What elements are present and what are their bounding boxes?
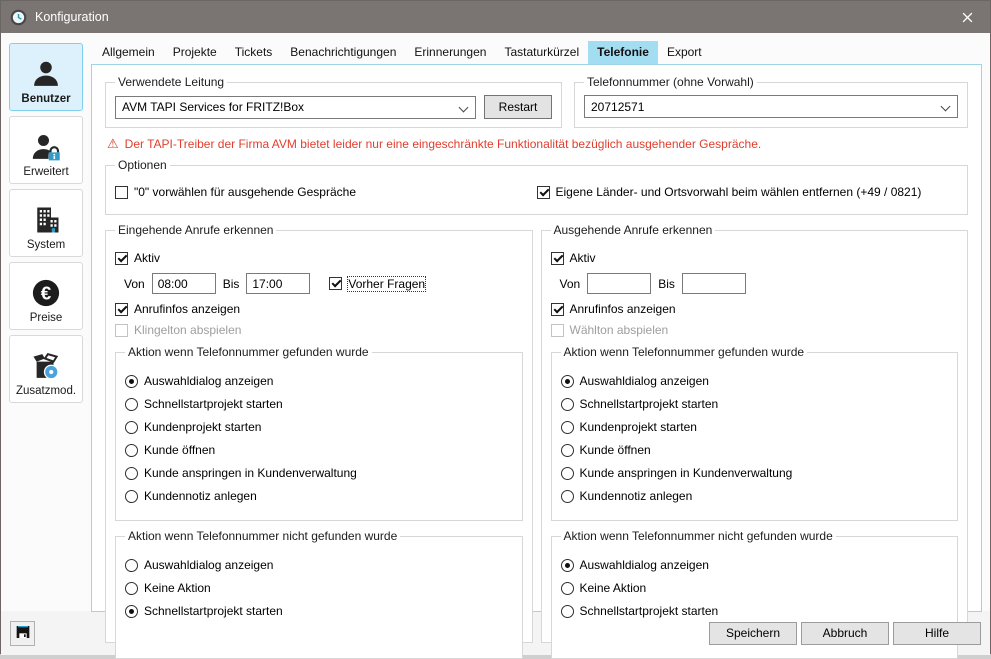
radio-selected[interactable] — [561, 559, 574, 572]
abbruch-button[interactable]: Abbruch — [801, 622, 889, 645]
telefonie-panel — [91, 64, 982, 618]
radio-option: Kunde öffnen — [561, 443, 949, 457]
telefonnummer-combobox[interactable] — [584, 95, 958, 118]
tab-strip — [91, 41, 982, 64]
incoming-vorher-fragen: Vorher Fragen — [329, 277, 425, 291]
radio-option: Auswahldialog anzeigen — [561, 374, 949, 388]
sidebar-item-label: Zusatzmod. — [15, 385, 77, 397]
bis-label: Bis — [222, 276, 240, 291]
radio-option: Schnellstartprojekt starten — [125, 604, 513, 618]
radio-unselected[interactable] — [561, 444, 574, 457]
hilfe-button[interactable]: Hilfe — [893, 622, 981, 645]
radio-option: Kundennotiz anlegen — [125, 489, 513, 503]
checkbox-checked[interactable] — [115, 252, 128, 265]
radio-option: Schnellstartprojekt starten — [125, 397, 513, 411]
telefonnummer-combobox-value: 20712571 — [591, 99, 645, 114]
addon-box-icon — [31, 351, 61, 381]
checkbox-checked[interactable] — [115, 303, 128, 316]
sidebar-item-label: Benutzer — [21, 93, 71, 105]
incoming-anrufinfos: Anrufinfos anzeigen — [115, 302, 523, 316]
group-ausgehende-anrufe — [541, 223, 969, 643]
group-title: Optionen — [118, 158, 167, 172]
incoming-klingelton: Klingelton abspielen — [115, 323, 523, 337]
radio-unselected[interactable] — [561, 398, 574, 411]
group-optionen — [105, 158, 968, 215]
incoming-von-input[interactable] — [152, 273, 216, 294]
bis-label: Bis — [658, 276, 675, 291]
radio-unselected[interactable] — [561, 490, 574, 503]
sidebar-item-label: Preise — [29, 312, 63, 324]
radio-unselected[interactable] — [561, 467, 574, 480]
sidebar-item-erweitert[interactable] — [9, 116, 83, 184]
incoming-timerange — [124, 273, 523, 294]
radio-option: Auswahldialog anzeigen — [561, 558, 949, 572]
tab-tickets[interactable]: Tickets — [234, 45, 273, 59]
outgoing-aktiv: Aktiv — [551, 251, 959, 265]
group-incoming-notfound — [115, 529, 523, 659]
von-label: Von — [124, 276, 145, 291]
chevron-down-icon — [459, 102, 469, 112]
svg-text:€: € — [40, 282, 52, 304]
group-title: Aktion wenn Telefonnummer gefunden wurde — [128, 345, 369, 359]
von-label: Von — [559, 276, 581, 291]
group-title: Eingehende Anrufe erkennen — [118, 223, 274, 237]
radio-option: Kundenprojekt starten — [561, 420, 949, 434]
sidebar-item-label: Erweitert — [23, 166, 69, 178]
radio-option: Kunde anspringen in Kundenverwaltung — [561, 466, 949, 480]
checkbox-disabled — [115, 324, 128, 337]
tab-allgemein[interactable]: Allgemein — [102, 45, 155, 59]
radio-option: Auswahldialog anzeigen — [125, 558, 513, 572]
checkbox-disabled — [551, 324, 564, 337]
group-title: Verwendete Leitung — [118, 75, 225, 89]
checkbox-checked[interactable] — [329, 277, 342, 290]
option-vorwahl-entfernen: Eigene Länder- und Ortsvorwahl beim wählen entfernen (+49 / 0821) — [537, 185, 959, 199]
group-incoming-found — [115, 345, 523, 521]
radio-option: Keine Aktion — [561, 581, 949, 595]
group-title: Aktion wenn Telefonnummer gefunden wurde — [563, 345, 805, 359]
outgoing-von-input[interactable] — [587, 273, 651, 294]
radio-option: Schnellstartprojekt starten — [561, 397, 949, 411]
radio-unselected[interactable] — [561, 605, 574, 618]
dialog-body — [1, 33, 990, 618]
leitung-combobox-value: AVM TAPI Services for FRITZ!Box — [122, 100, 305, 114]
floppy-disk-icon — [15, 624, 31, 643]
radio-unselected[interactable] — [125, 582, 138, 595]
sidebar-item-system[interactable] — [9, 189, 83, 257]
radio-option: Keine Aktion — [125, 581, 513, 595]
warning-triangle-icon: ⚠ — [107, 136, 119, 151]
outgoing-anrufinfos: Anrufinfos anzeigen — [551, 302, 959, 316]
tab-export[interactable]: Export — [666, 45, 702, 59]
radio-option: Kundennotiz anlegen — [561, 489, 949, 503]
speichern-button[interactable]: Speichern — [709, 622, 797, 645]
tab-tastaturkuerzel[interactable]: Tastaturkürzel — [504, 45, 580, 59]
tab-benachrichtigungen[interactable]: Benachrichtigungen — [290, 45, 397, 59]
radio-selected[interactable] — [125, 375, 138, 388]
chevron-down-icon — [941, 102, 951, 112]
outgoing-timerange — [560, 273, 959, 294]
window-title: Konfiguration — [35, 10, 109, 24]
close-icon[interactable] — [945, 1, 990, 33]
outgoing-waehlton: Wählton abspielen — [551, 323, 959, 337]
radio-unselected[interactable] — [125, 421, 138, 434]
sidebar-item-benutzer[interactable] — [9, 43, 83, 111]
radio-option: Auswahldialog anzeigen — [125, 374, 513, 388]
group-eingehende-anrufe — [105, 223, 533, 643]
tab-telefonie[interactable]: Telefonie — [588, 41, 658, 64]
tapi-warning — [107, 136, 966, 152]
warning-text: Der TAPI-Treiber der Firma AVM bietet leider nur eine eingeschränkte Funktionalität bezüglich ausgehender Gespräche. — [124, 137, 762, 151]
group-verwendete-leitung — [105, 75, 562, 128]
radio-unselected[interactable] — [125, 559, 138, 572]
radio-option: Kunde anspringen in Kundenverwaltung — [125, 466, 513, 480]
checkbox-checked[interactable] — [537, 186, 550, 199]
radio-unselected[interactable] — [125, 398, 138, 411]
save-icon-button[interactable] — [10, 621, 35, 646]
radio-option: Kunde öffnen — [125, 443, 513, 457]
group-title: Aktion wenn Telefonnummer nicht gefunden wurde — [563, 529, 833, 543]
radio-unselected[interactable] — [125, 444, 138, 457]
restart-button[interactable]: Restart — [484, 95, 552, 119]
radio-selected[interactable] — [125, 605, 138, 618]
checkbox-checked[interactable] — [551, 303, 564, 316]
group-title: Aktion wenn Telefonnummer nicht gefunden wurde — [128, 529, 398, 543]
radio-selected[interactable] — [561, 375, 574, 388]
radio-unselected[interactable] — [125, 490, 138, 503]
titlebar — [1, 1, 990, 33]
radio-option: Kundenprojekt starten — [125, 420, 513, 434]
sidebar-item-zusatzmod[interactable] — [9, 335, 83, 403]
leitung-combobox[interactable] — [115, 96, 476, 119]
sidebar-item-label: System — [26, 239, 66, 251]
app-clock-icon — [10, 9, 27, 26]
user-icon — [31, 59, 61, 89]
checkbox-checked[interactable] — [551, 252, 564, 265]
tab-erinnerungen[interactable]: Erinnerungen — [414, 45, 487, 59]
main-area — [91, 41, 982, 618]
radio-unselected[interactable] — [561, 582, 574, 595]
group-title: Telefonnummer (ohne Vorwahl) — [587, 75, 754, 89]
user-lock-icon — [31, 132, 61, 162]
group-title: Ausgehende Anrufe erkennen — [553, 223, 713, 237]
outgoing-bis-input[interactable] — [682, 273, 746, 294]
radio-unselected[interactable] — [125, 467, 138, 480]
radio-unselected[interactable] — [561, 421, 574, 434]
group-outgoing-found — [551, 345, 959, 521]
euro-icon — [31, 278, 61, 308]
tab-projekte[interactable]: Projekte — [172, 45, 217, 59]
checkbox-unchecked[interactable] — [115, 186, 128, 199]
group-telefonnummer — [574, 75, 968, 128]
sidebar — [9, 41, 83, 611]
incoming-bis-input[interactable] — [246, 273, 310, 294]
incoming-aktiv: Aktiv — [115, 251, 523, 265]
building-icon — [31, 205, 61, 235]
sidebar-item-preise[interactable] — [9, 262, 83, 330]
option-null-vorwaehlen: "0" vorwählen für ausgehende Gespräche — [115, 185, 537, 199]
radio-option: Schnellstartprojekt starten — [561, 604, 949, 618]
